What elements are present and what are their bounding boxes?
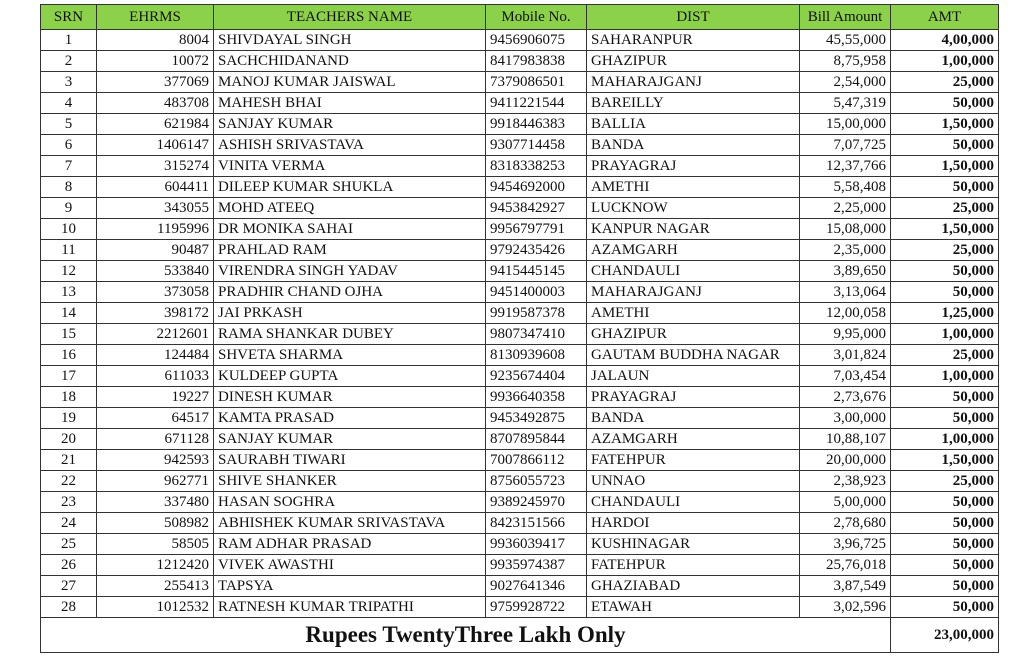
bill-amount-cell: 9,95,000	[800, 324, 891, 345]
amt-cell: 50,000	[891, 534, 999, 555]
srn-cell: 16	[41, 345, 97, 366]
table-row	[41, 450, 999, 471]
table-row	[41, 345, 999, 366]
table-row	[41, 429, 999, 450]
dist-cell: GHAZIABAD	[587, 576, 800, 597]
ehrms-cell: 533840	[97, 261, 214, 282]
header-bill-amount: Bill Amount	[800, 5, 891, 30]
dist-cell: FATEHPUR	[587, 555, 800, 576]
table-row	[41, 198, 999, 219]
table-row	[41, 114, 999, 135]
mobile-cell: 9918446383	[486, 114, 587, 135]
teacher-name-cell: ABHISHEK KUMAR SRIVASTAVA	[214, 513, 486, 534]
srn-cell: 19	[41, 408, 97, 429]
mobile-cell: 9936039417	[486, 534, 587, 555]
dist-cell: UNNAO	[587, 471, 800, 492]
amt-cell: 1,25,000	[891, 303, 999, 324]
ehrms-cell: 124484	[97, 345, 214, 366]
bill-amount-cell: 3,89,650	[800, 261, 891, 282]
teacher-name-cell: MANOJ KUMAR JAISWAL	[214, 72, 486, 93]
amt-cell: 50,000	[891, 492, 999, 513]
table-row	[41, 555, 999, 576]
dist-cell: GAUTAM BUDDHA NAGAR	[587, 345, 800, 366]
bill-amount-cell: 8,75,958	[800, 51, 891, 72]
mobile-cell: 8707895844	[486, 429, 587, 450]
table-row	[41, 366, 999, 387]
teacher-name-cell: DILEEP KUMAR SHUKLA	[214, 177, 486, 198]
mobile-cell: 9456906075	[486, 30, 587, 51]
ehrms-cell: 621984	[97, 114, 214, 135]
table-row	[41, 51, 999, 72]
amt-cell: 50,000	[891, 261, 999, 282]
dist-cell: LUCKNOW	[587, 198, 800, 219]
dist-cell: AZAMGARH	[587, 240, 800, 261]
amt-cell: 50,000	[891, 408, 999, 429]
srn-cell: 10	[41, 219, 97, 240]
table-row	[41, 513, 999, 534]
ehrms-cell: 604411	[97, 177, 214, 198]
teacher-name-cell: KULDEEP GUPTA	[214, 366, 486, 387]
amt-cell: 50,000	[891, 597, 999, 618]
mobile-cell: 7379086501	[486, 72, 587, 93]
ehrms-cell: 2212601	[97, 324, 214, 345]
total-amount: 23,00,000	[891, 618, 999, 653]
amt-cell: 1,50,000	[891, 450, 999, 471]
dist-cell: BALLIA	[587, 114, 800, 135]
dist-cell: ETAWAH	[587, 597, 800, 618]
amt-cell: 50,000	[891, 513, 999, 534]
ehrms-cell: 64517	[97, 408, 214, 429]
header-ehrms: EHRMS	[97, 5, 214, 30]
teacher-name-cell: SHIVDAYAL SINGH	[214, 30, 486, 51]
bill-amount-cell: 2,54,000	[800, 72, 891, 93]
ehrms-cell: 671128	[97, 429, 214, 450]
table-row	[41, 156, 999, 177]
srn-cell: 23	[41, 492, 97, 513]
bill-amount-cell: 3,01,824	[800, 345, 891, 366]
amt-cell: 50,000	[891, 576, 999, 597]
ehrms-cell: 1012532	[97, 597, 214, 618]
dist-cell: MAHARAJGANJ	[587, 282, 800, 303]
header-dist: DIST	[587, 5, 800, 30]
table-row	[41, 324, 999, 345]
dist-cell: GHAZIPUR	[587, 51, 800, 72]
srn-cell: 20	[41, 429, 97, 450]
table-row	[41, 471, 999, 492]
bill-amount-cell: 5,00,000	[800, 492, 891, 513]
amt-cell: 50,000	[891, 177, 999, 198]
table-row	[41, 240, 999, 261]
teacher-name-cell: VINITA VERMA	[214, 156, 486, 177]
dist-cell: JALAUN	[587, 366, 800, 387]
dist-cell: HARDOI	[587, 513, 800, 534]
srn-cell: 25	[41, 534, 97, 555]
srn-cell: 14	[41, 303, 97, 324]
bill-amount-cell: 7,07,725	[800, 135, 891, 156]
bill-amount-cell: 3,00,000	[800, 408, 891, 429]
dist-cell: CHANDAULI	[587, 492, 800, 513]
table-row	[41, 534, 999, 555]
ehrms-cell: 315274	[97, 156, 214, 177]
teacher-name-cell: RAMA SHANKAR DUBEY	[214, 324, 486, 345]
mobile-cell: 9411221544	[486, 93, 587, 114]
dist-cell: PRAYAGRAJ	[587, 156, 800, 177]
amt-cell: 25,000	[891, 471, 999, 492]
header-row	[41, 5, 999, 30]
mobile-cell: 9936640358	[486, 387, 587, 408]
table-row	[41, 219, 999, 240]
srn-cell: 3	[41, 72, 97, 93]
header-amt: AMT	[891, 5, 999, 30]
srn-cell: 8	[41, 177, 97, 198]
table-row	[41, 72, 999, 93]
teacher-name-cell: SACHCHIDANAND	[214, 51, 486, 72]
ehrms-cell: 255413	[97, 576, 214, 597]
bill-amount-cell: 15,08,000	[800, 219, 891, 240]
bill-amount-cell: 2,78,680	[800, 513, 891, 534]
dist-cell: KUSHINAGAR	[587, 534, 800, 555]
amt-cell: 1,00,000	[891, 51, 999, 72]
amt-cell: 25,000	[891, 240, 999, 261]
ehrms-cell: 942593	[97, 450, 214, 471]
mobile-cell: 9919587378	[486, 303, 587, 324]
mobile-cell: 8130939608	[486, 345, 587, 366]
bill-amount-cell: 2,73,676	[800, 387, 891, 408]
srn-cell: 2	[41, 51, 97, 72]
teacher-name-cell: DINESH KUMAR	[214, 387, 486, 408]
mobile-cell: 9451400003	[486, 282, 587, 303]
dist-cell: AMETHI	[587, 303, 800, 324]
bill-amount-cell: 25,76,018	[800, 555, 891, 576]
srn-cell: 24	[41, 513, 97, 534]
mobile-cell: 9307714458	[486, 135, 587, 156]
srn-cell: 22	[41, 471, 97, 492]
amt-cell: 4,00,000	[891, 30, 999, 51]
srn-cell: 9	[41, 198, 97, 219]
teacher-name-cell: SHVETA SHARMA	[214, 345, 486, 366]
amt-cell: 50,000	[891, 387, 999, 408]
bill-amount-cell: 3,02,596	[800, 597, 891, 618]
amt-cell: 50,000	[891, 282, 999, 303]
table-row	[41, 576, 999, 597]
dist-cell: SAHARANPUR	[587, 30, 800, 51]
bill-amount-cell: 12,00,058	[800, 303, 891, 324]
teacher-name-cell: HASAN SOGHRA	[214, 492, 486, 513]
dist-cell: PRAYAGRAJ	[587, 387, 800, 408]
bill-amount-cell: 45,55,000	[800, 30, 891, 51]
mobile-cell: 9453842927	[486, 198, 587, 219]
teacher-name-cell: RATNESH KUMAR TRIPATHI	[214, 597, 486, 618]
amt-cell: 1,50,000	[891, 156, 999, 177]
header-mobile: Mobile No.	[486, 5, 587, 30]
mobile-cell: 9792435426	[486, 240, 587, 261]
mobile-cell: 9453492875	[486, 408, 587, 429]
bill-amount-cell: 3,87,549	[800, 576, 891, 597]
ehrms-cell: 8004	[97, 30, 214, 51]
bill-amount-cell: 2,38,923	[800, 471, 891, 492]
teacher-name-cell: SANJAY KUMAR	[214, 429, 486, 450]
ehrms-cell: 337480	[97, 492, 214, 513]
srn-cell: 12	[41, 261, 97, 282]
ehrms-cell: 1212420	[97, 555, 214, 576]
dist-cell: FATEHPUR	[587, 450, 800, 471]
amt-cell: 25,000	[891, 198, 999, 219]
table-body	[41, 30, 999, 618]
ehrms-cell: 343055	[97, 198, 214, 219]
total-in-words: Rupees TwentyThree Lakh Only	[41, 618, 891, 653]
ehrms-cell: 1195996	[97, 219, 214, 240]
dist-cell: GHAZIPUR	[587, 324, 800, 345]
ehrms-cell: 58505	[97, 534, 214, 555]
teacher-name-cell: PRAHLAD RAM	[214, 240, 486, 261]
mobile-cell: 9415445145	[486, 261, 587, 282]
amt-cell: 50,000	[891, 135, 999, 156]
amt-cell: 1,50,000	[891, 114, 999, 135]
srn-cell: 6	[41, 135, 97, 156]
bill-amount-cell: 3,96,725	[800, 534, 891, 555]
srn-cell: 26	[41, 555, 97, 576]
amt-cell: 1,00,000	[891, 429, 999, 450]
bill-amount-cell: 10,88,107	[800, 429, 891, 450]
mobile-cell: 8423151566	[486, 513, 587, 534]
bill-amount-cell: 15,00,000	[800, 114, 891, 135]
bill-amount-cell: 12,37,766	[800, 156, 891, 177]
table-row	[41, 177, 999, 198]
teacher-name-cell: TAPSYA	[214, 576, 486, 597]
table-row	[41, 261, 999, 282]
ehrms-cell: 962771	[97, 471, 214, 492]
srn-cell: 17	[41, 366, 97, 387]
mobile-cell: 9235674404	[486, 366, 587, 387]
teacher-name-cell: DR MONIKA SAHAI	[214, 219, 486, 240]
dist-cell: BANDA	[587, 135, 800, 156]
dist-cell: BAREILLY	[587, 93, 800, 114]
mobile-cell: 7007866112	[486, 450, 587, 471]
teacher-name-cell: KAMTA PRASAD	[214, 408, 486, 429]
mobile-cell: 9454692000	[486, 177, 587, 198]
mobile-cell: 8318338253	[486, 156, 587, 177]
teacher-name-cell: VIVEK AWASTHI	[214, 555, 486, 576]
dist-cell: CHANDAULI	[587, 261, 800, 282]
mobile-cell: 9807347410	[486, 324, 587, 345]
bill-amount-cell: 20,00,000	[800, 450, 891, 471]
table-row	[41, 303, 999, 324]
amt-cell: 1,00,000	[891, 324, 999, 345]
bill-amount-cell: 2,25,000	[800, 198, 891, 219]
ehrms-cell: 483708	[97, 93, 214, 114]
table-row	[41, 93, 999, 114]
table-footer	[41, 618, 999, 653]
mobile-cell: 9389245970	[486, 492, 587, 513]
teacher-name-cell: RAM ADHAR PRASAD	[214, 534, 486, 555]
teacher-name-cell: MAHESH BHAI	[214, 93, 486, 114]
table-row	[41, 135, 999, 156]
mobile-cell: 8417983838	[486, 51, 587, 72]
bill-amount-cell: 5,58,408	[800, 177, 891, 198]
ehrms-cell: 90487	[97, 240, 214, 261]
srn-cell: 13	[41, 282, 97, 303]
amt-cell: 25,000	[891, 72, 999, 93]
ehrms-cell: 398172	[97, 303, 214, 324]
ehrms-cell: 19227	[97, 387, 214, 408]
teachers-table	[40, 4, 999, 653]
table-row	[41, 597, 999, 618]
srn-cell: 18	[41, 387, 97, 408]
ehrms-cell: 10072	[97, 51, 214, 72]
mobile-cell: 9956797791	[486, 219, 587, 240]
dist-cell: KANPUR NAGAR	[587, 219, 800, 240]
dist-cell: BANDA	[587, 408, 800, 429]
srn-cell: 27	[41, 576, 97, 597]
mobile-cell: 9935974387	[486, 555, 587, 576]
ehrms-cell: 1406147	[97, 135, 214, 156]
teacher-name-cell: SHIVE SHANKER	[214, 471, 486, 492]
table-row	[41, 30, 999, 51]
mobile-cell: 9027641346	[486, 576, 587, 597]
amt-cell: 50,000	[891, 93, 999, 114]
bill-amount-cell: 5,47,319	[800, 93, 891, 114]
srn-cell: 5	[41, 114, 97, 135]
bill-amount-cell: 3,13,064	[800, 282, 891, 303]
dist-cell: AMETHI	[587, 177, 800, 198]
srn-cell: 7	[41, 156, 97, 177]
ehrms-cell: 508982	[97, 513, 214, 534]
bill-amount-cell: 2,35,000	[800, 240, 891, 261]
table-row	[41, 492, 999, 513]
teacher-name-cell: PRADHIR CHAND OJHA	[214, 282, 486, 303]
srn-cell: 21	[41, 450, 97, 471]
teacher-name-cell: SAURABH TIWARI	[214, 450, 486, 471]
mobile-cell: 8756055723	[486, 471, 587, 492]
teacher-name-cell: SANJAY KUMAR	[214, 114, 486, 135]
ehrms-cell: 611033	[97, 366, 214, 387]
srn-cell: 11	[41, 240, 97, 261]
bill-amount-cell: 7,03,454	[800, 366, 891, 387]
header-srn: SRN	[41, 5, 97, 30]
teacher-name-cell: JAI PRKASH	[214, 303, 486, 324]
table-row	[41, 282, 999, 303]
table-row	[41, 387, 999, 408]
dist-cell: AZAMGARH	[587, 429, 800, 450]
srn-cell: 28	[41, 597, 97, 618]
srn-cell: 4	[41, 93, 97, 114]
srn-cell: 1	[41, 30, 97, 51]
table-row	[41, 408, 999, 429]
teacher-name-cell: ASHISH SRIVASTAVA	[214, 135, 486, 156]
amt-cell: 25,000	[891, 345, 999, 366]
amt-cell: 50,000	[891, 555, 999, 576]
mobile-cell: 9759928722	[486, 597, 587, 618]
ehrms-cell: 377069	[97, 72, 214, 93]
header-teachers-name: TEACHERS NAME	[214, 5, 486, 30]
teacher-name-cell: MOHD ATEEQ	[214, 198, 486, 219]
table-header	[41, 5, 999, 30]
ehrms-cell: 373058	[97, 282, 214, 303]
amt-cell: 1,50,000	[891, 219, 999, 240]
srn-cell: 15	[41, 324, 97, 345]
teacher-name-cell: VIRENDRA SINGH YADAV	[214, 261, 486, 282]
total-row	[41, 618, 999, 653]
amt-cell: 1,00,000	[891, 366, 999, 387]
dist-cell: MAHARAJGANJ	[587, 72, 800, 93]
